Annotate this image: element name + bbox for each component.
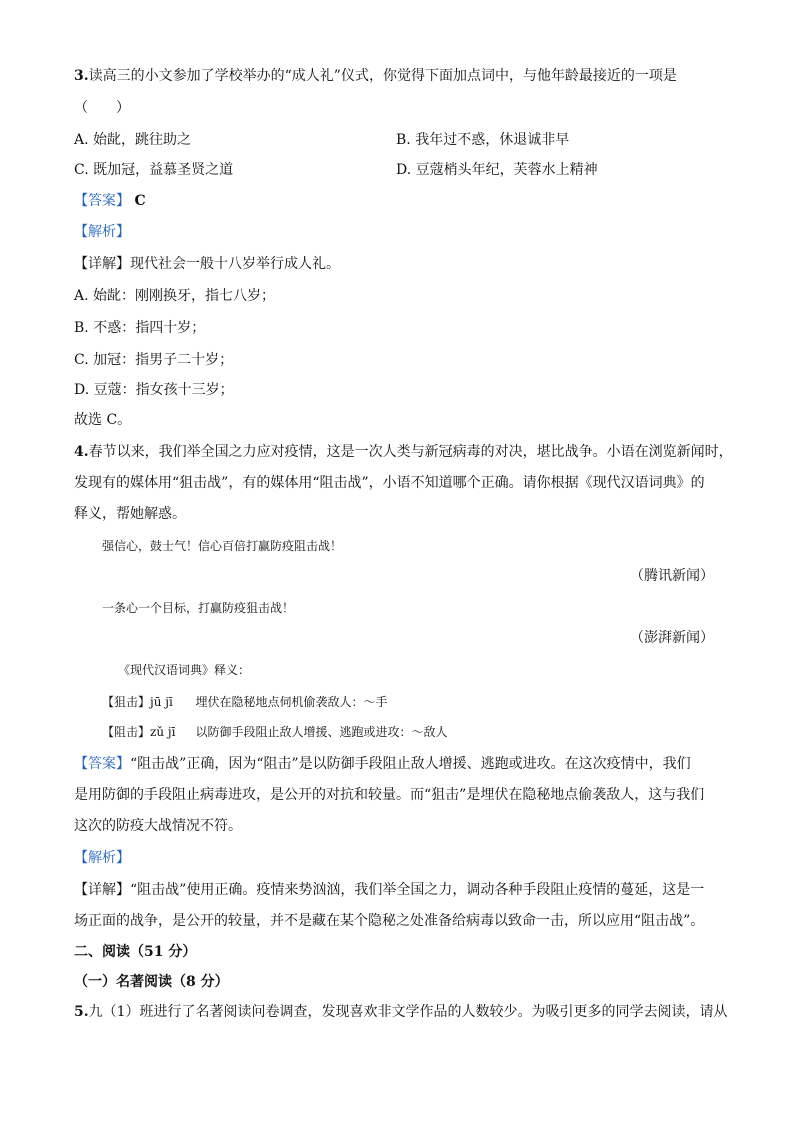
q4-stem-line-1 (74, 442, 733, 462)
q3-answer-line (74, 191, 728, 211)
q4-detail-text: “阻击战”使用正确。疫情来势汹汹，我们举全国之力，调动各种手段阻止疫情的蔓延，这是一 (130, 882, 705, 898)
q3-number: 3. (74, 68, 89, 84)
answer-tag: 【答案】 (74, 193, 130, 209)
source-1: （腾讯新闻） (630, 568, 714, 584)
entry-word: 【狙击】 (102, 695, 151, 709)
q3-option-a: A. 始龀，跳往助之 (74, 132, 192, 148)
entry-pinyin: zǔ jī (150, 725, 176, 739)
q3-option-c: C. 既加冠，益慕圣贤之道 (74, 162, 234, 178)
answer-tag: 【答案】 (74, 756, 130, 772)
entry-pinyin: jū jī (150, 695, 173, 709)
detail-tag: 【详解】 (74, 256, 130, 272)
quote-2: 一条心一个目标，打赢防疫狙击战！ (102, 601, 295, 615)
source-2: （澎湃新闻） (630, 630, 714, 646)
q3-option-d: D. 豆蔻梢头年纪，芙蓉水上精神 (396, 162, 598, 178)
q5-stem-text: 九（1）班进行了名著阅读问卷调查，发现喜欢非文学作品的人数较少。为吸引更多的同学去阅读，请从 (88, 1004, 728, 1020)
section-title: 二、阅读（51 分） (74, 944, 197, 960)
q3-answer: C (134, 193, 146, 209)
q4-answer-line-2: 是用防御的手段阻止病毒进攻，是公开的对抗和较量。而“狙击”是埋伏在隐秘地点偷袭敌人，这与我们 (74, 787, 705, 803)
q3-paren: （ ） (74, 100, 130, 116)
analysis-tag: 【解析】 (74, 224, 130, 240)
q3-stem-text: 读高三的小文参加了学校举办的“成人礼”仪式，你觉得下面加点词中，与他年龄最接近的一项是 (88, 68, 677, 84)
dictionary-title: 《现代汉语词典》释义： (118, 663, 251, 677)
q4-answer-text: “阻击战”正确，因为“阻击”是以防御手段阻止敌人增援、逃跑或进攻。在这次疫情中，我们 (130, 756, 691, 772)
q3-detail-a: A. 始龀：刚刚换牙，指七八岁； (74, 288, 276, 304)
q4-analysis-tag (74, 848, 728, 868)
q3-detail-d: D. 豆蔻：指女孩十三岁； (74, 382, 234, 398)
q3-detail-b: B. 不惑：指四十岁； (74, 320, 206, 336)
analysis-tag: 【解析】 (74, 850, 130, 866)
quote-1: 强信心，鼓士气！信心百倍打赢防疫阻击战！ (102, 539, 343, 553)
q3-detail-c: C. 加冠：指男子二十岁； (74, 352, 234, 368)
entry-word: 【阻击】 (102, 725, 151, 739)
q4-number: 4. (74, 444, 89, 460)
q5-stem (74, 1002, 728, 1022)
q4-detail-line-2: 场正面的战争，是公开的较量，并不是藏在某个隐秘之处准备给病毒以致命一击，所以应用“阻击战”。 (74, 913, 705, 929)
dictionary-entry-2 (102, 723, 447, 741)
q3-detail-line (74, 254, 728, 274)
q4-stem-text: 春节以来，我们举全国之力应对疫情，这是一次人类与新冠病毒的对决，堪比战争。小语在浏览新闻时， (88, 444, 733, 460)
q4-detail-line-1 (74, 880, 728, 900)
q4-answer-line-3: 这次的防疫大战情况不符。 (74, 818, 242, 834)
q4-stem-line-3: 释义，帮她解惑。 (74, 506, 186, 522)
q3-detail-text: 现代社会一般十八岁举行成人礼。 (130, 256, 340, 272)
q4-stem-line-2: 发现有的媒体用“狙击战”，有的媒体用“阻击战”，小语不知道哪个正确。请你根据《现代汉语词典》的 (74, 475, 705, 491)
entry-meaning: 以防御手段阻止敌人增援、逃跑或进攻：～敌人 (195, 725, 448, 739)
q5-number: 5. (74, 1004, 89, 1020)
dictionary-entry-1 (102, 693, 387, 711)
q3-option-b: B. 我年过不惑，休退诚非早 (396, 132, 570, 148)
detail-tag: 【详解】 (74, 882, 130, 898)
entry-meaning: 埋伏在隐秘地点伺机偷袭敌人：～手 (195, 695, 388, 709)
q4-answer-line-1 (74, 754, 728, 774)
q3-conclusion: 故选 C。 (74, 412, 132, 428)
q3-analysis-tag (74, 222, 728, 242)
q3-stem (74, 66, 728, 86)
section-subtitle: （一）名著阅读（8 分） (74, 974, 229, 990)
